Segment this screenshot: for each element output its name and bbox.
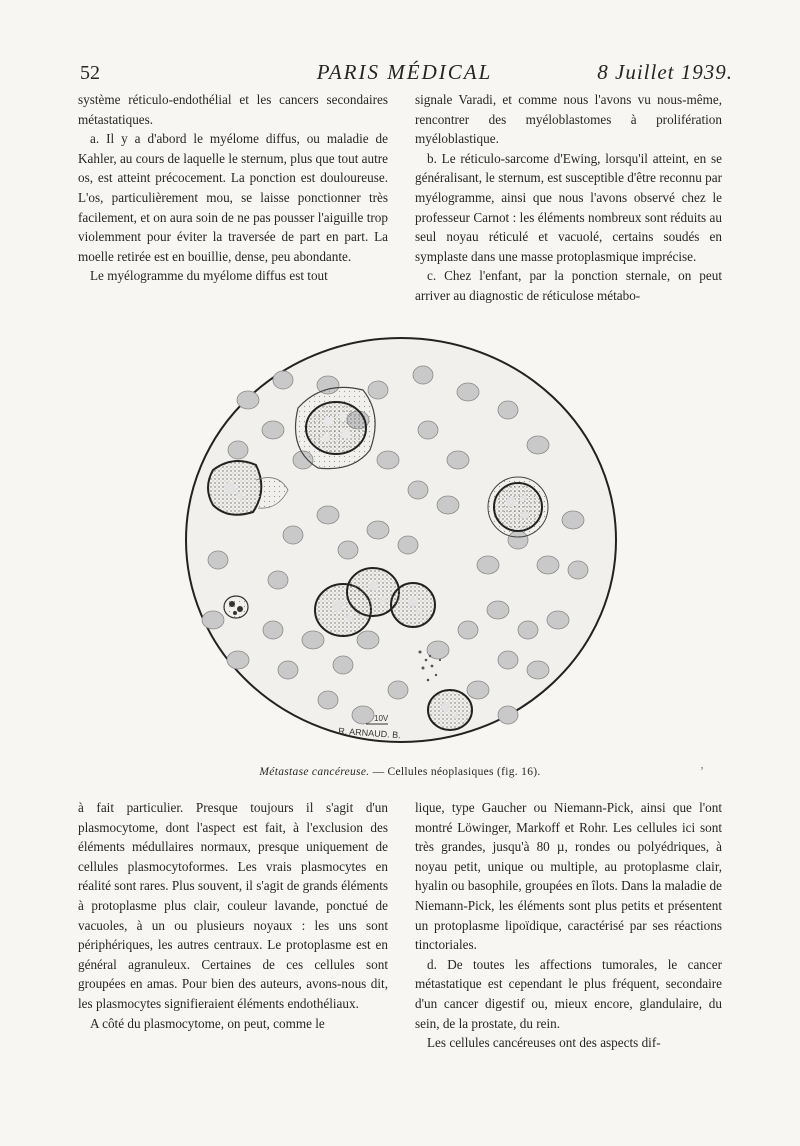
paragraph: à fait particulier. Presque toujours il s'agit d'un plasmocytome, dont l'aspect est fait, à l'exclusion des éléments médullaires normaux, presque uniquement de cellules plasmocytoformes. Les vrais plasmocytes en réalité sont rares. Plus souvent, il s'agit de grands éléments à protoplasme plus clair, couleur lavande, ponctué de vacuoles, à un ou plusieurs noyaux : les uns sont périphériques, les autres centraux. Le protoplasme est en général agranuleux. Certaines de ces cellules sont groupées en amas. Pour bien des auteurs, avons-nous dit, les plasmocytes signifieraient éléments endothéliaux. <box>78 800 388 1011</box>
paragraph: Le myélogramme du myélome diffus est tout <box>90 268 328 284</box>
micrograph-figure <box>178 330 628 750</box>
stray-mark: ʼ <box>700 764 704 778</box>
right-column-bottom <box>415 798 722 1053</box>
page-header <box>72 56 737 88</box>
paragraph: signale Varadi, et comme nous l'avons vu nous-même, rencontrer des myéloblastomes à prolifération myéloblastique. <box>415 92 722 147</box>
granulocyte <box>224 596 248 618</box>
left-column-bottom <box>78 798 388 1033</box>
caption-title: Métastase cancéreuse. <box>259 766 370 778</box>
paragraph: lique, type Gaucher ou Niemann-Pick, ainsi que l'ont montré Löwinger, Markoff et Rohr. Les cellules ici sont très grandes, jusqu'à 80 µ, rondes ou polyédriques, à noyau petit, unique ou multiple, au protoplasme clair, hyalin ou basophile, groupées en îlots. Dans la maladie de Niemann-Pick, les éléments sont plus petits et présentent un protoplasme lipoïdique, caractérisé par ses réactions tinctoriales. <box>415 800 722 953</box>
micrograph-illustration <box>178 330 628 750</box>
caption-text: — Cellules néoplasiques (fig. 16). <box>369 766 541 778</box>
paragraph: A côté du plasmocytome, on peut, comme le <box>90 1015 325 1031</box>
tumor-cell-right <box>488 477 548 537</box>
paragraph: d. De toutes les affections tumorales, le cancer métastatique est cependant le plus fréquent, secondaire d'un cancer digestif ou, mieux encore, glandulaire, du sein, de la prostate, du rein. <box>415 956 722 1031</box>
paragraph: Les cellules cancéreuses ont des aspects dif- <box>427 1035 661 1051</box>
journal-title: PARIS MÉDICAL <box>316 60 493 84</box>
large-tumor-cell <box>296 387 376 468</box>
left-column-top <box>78 90 388 286</box>
right-column-top <box>415 90 722 306</box>
artist-signature: R. ARNAUD. B. <box>337 725 401 741</box>
paragraph: a. Il y a d'abord le myélome diffus, ou maladie de Kahler, au cours de laquelle le sternum, plus que tout autre os, est atteint précocement. La ponction est douloureuse. L'os, particulièrement mou, se laisse ponctionner très facilement, et on aura soin de ne pas pousser l'aiguille trop violemment pour éviter la traversée de part en part. La moelle retirée est en bouillie, dense, peu abondante. <box>78 131 389 264</box>
magnification-label: 10V <box>374 714 389 723</box>
issue-date: 8 Juillet 1939. <box>597 60 733 84</box>
figure-caption <box>78 766 722 778</box>
page-number: 52 <box>80 62 100 84</box>
paragraph: b. Le réticulo-sarcome d'Ewing, lorsqu'il atteint, en se généralisant, le sternum, est susceptible d'être reconnu par myélogramme, ainsi que nous l'avons observé chez le professeur Carnot : les éléments nombreux sont réduits au seul noyau réticulé et vacuolé, certains soudés en symplaste dans une masse protoplasmique imprécise. <box>415 150 722 264</box>
tumor-cell-bottom <box>428 690 472 730</box>
paragraph: système réticulo-endothélial et les cancers secondaires métastatiques. <box>78 92 388 127</box>
paragraph: c. Chez l'enfant, par la ponction sternale, on peut arriver au diagnostic de réticulose métabo- <box>415 268 722 303</box>
